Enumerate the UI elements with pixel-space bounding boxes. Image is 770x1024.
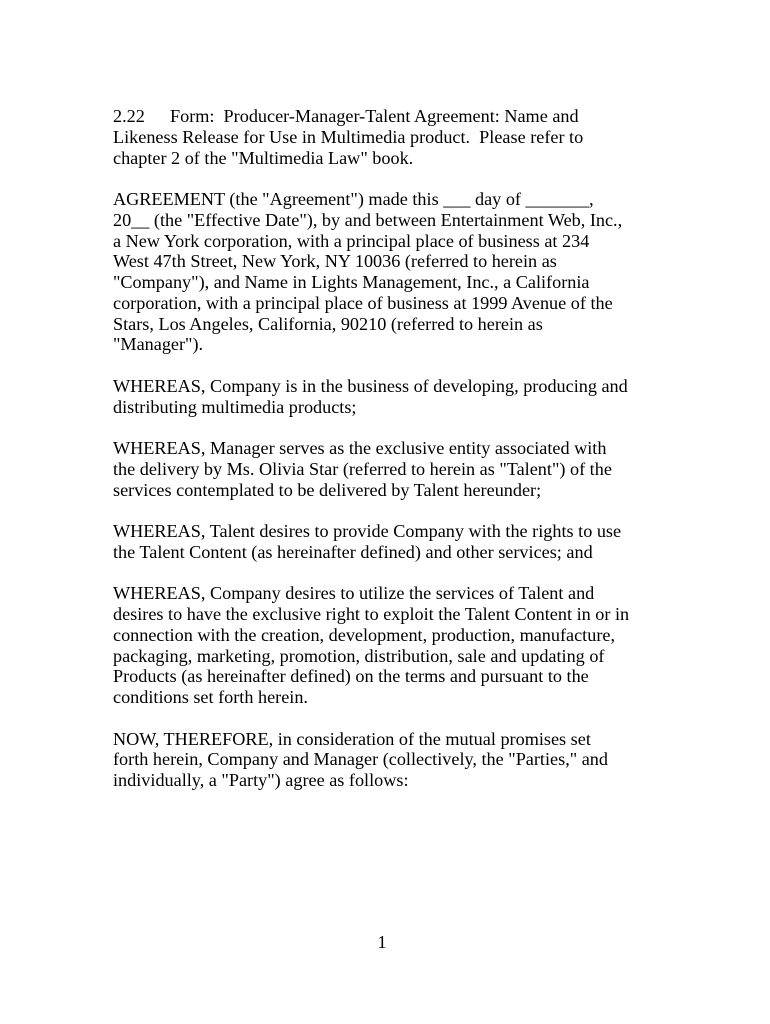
whereas-paragraph-2 [113, 438, 673, 500]
heading-line-2: Likeness Release for Use in Multimedia product. Please refer to [113, 126, 584, 147]
text-line: packaging, marketing, promotion, distribution, sale and updating of [113, 645, 605, 666]
text-line: "Manager"). [113, 334, 204, 355]
whereas-paragraph-3 [113, 521, 673, 563]
section-number: 2.22 [113, 106, 145, 126]
text-line: conditions set forth herein. [113, 687, 308, 707]
text-line: "Company"), and Name in Lights Management, Inc., a California [113, 272, 590, 292]
text-line: Stars, Los Angeles, California, 90210 (referred to herein as [113, 313, 543, 334]
heading-line-1 [113, 106, 673, 127]
text-line: corporation, with a principal place of business at 1999 Avenue of the [113, 292, 613, 313]
text-line: individually, a "Party") agree as follows: [113, 770, 409, 790]
section-heading [113, 106, 673, 168]
now-therefore-paragraph [113, 729, 673, 791]
text-line: a New York corporation, with a principal place of business at 234 [113, 230, 590, 251]
page-number: 1 [377, 932, 387, 952]
text-line: connection with the creation, development, production, manufacture, [113, 624, 616, 645]
text-line: WHEREAS, Company desires to utilize the services of Talent and [113, 583, 595, 604]
agreement-paragraph [113, 189, 673, 355]
document-body [113, 106, 673, 812]
text-line: distributing multimedia products; [113, 396, 357, 417]
heading-line-3: chapter 2 of the "Multimedia Law" book. [113, 147, 414, 168]
text-line: services contemplated to be delivered by Talent hereunder; [113, 479, 542, 500]
text-line: the delivery by Ms. Olivia Star (referred to herein as "Talent") of the [113, 458, 612, 479]
text-line: 20__ (the "Effective Date"), by and between Entertainment Web, Inc., [113, 209, 623, 230]
text-line: forth herein, Company and Manager (collectively, the "Parties," and [113, 749, 608, 770]
text-line: NOW, THEREFORE, in consideration of the mutual promises set [113, 728, 591, 749]
text-line: Products (as hereinafter defined) on the terms and pursuant to the [113, 666, 589, 687]
heading-text: Form: Producer-Manager-Talent Agreement: Name and [170, 106, 579, 126]
text-line: AGREEMENT (the "Agreement") made this ___ day of _______, [113, 189, 594, 209]
text-line: the Talent Content (as hereinafter defined) and other services; and [113, 541, 593, 562]
text-line: WHEREAS, Company is in the business of developing, producing and [113, 375, 628, 396]
text-line: WHEREAS, Manager serves as the exclusive entity associated with [113, 438, 607, 458]
text-line: West 47th Street, New York, NY 10036 (referred to herein as [113, 251, 557, 272]
text-line: WHEREAS, Talent desires to provide Company with the rights to use [113, 521, 622, 541]
whereas-paragraph-4 [113, 583, 673, 708]
text-line: desires to have the exclusive right to exploit the Talent Content in or in [113, 604, 630, 624]
whereas-paragraph-1 [113, 376, 673, 418]
